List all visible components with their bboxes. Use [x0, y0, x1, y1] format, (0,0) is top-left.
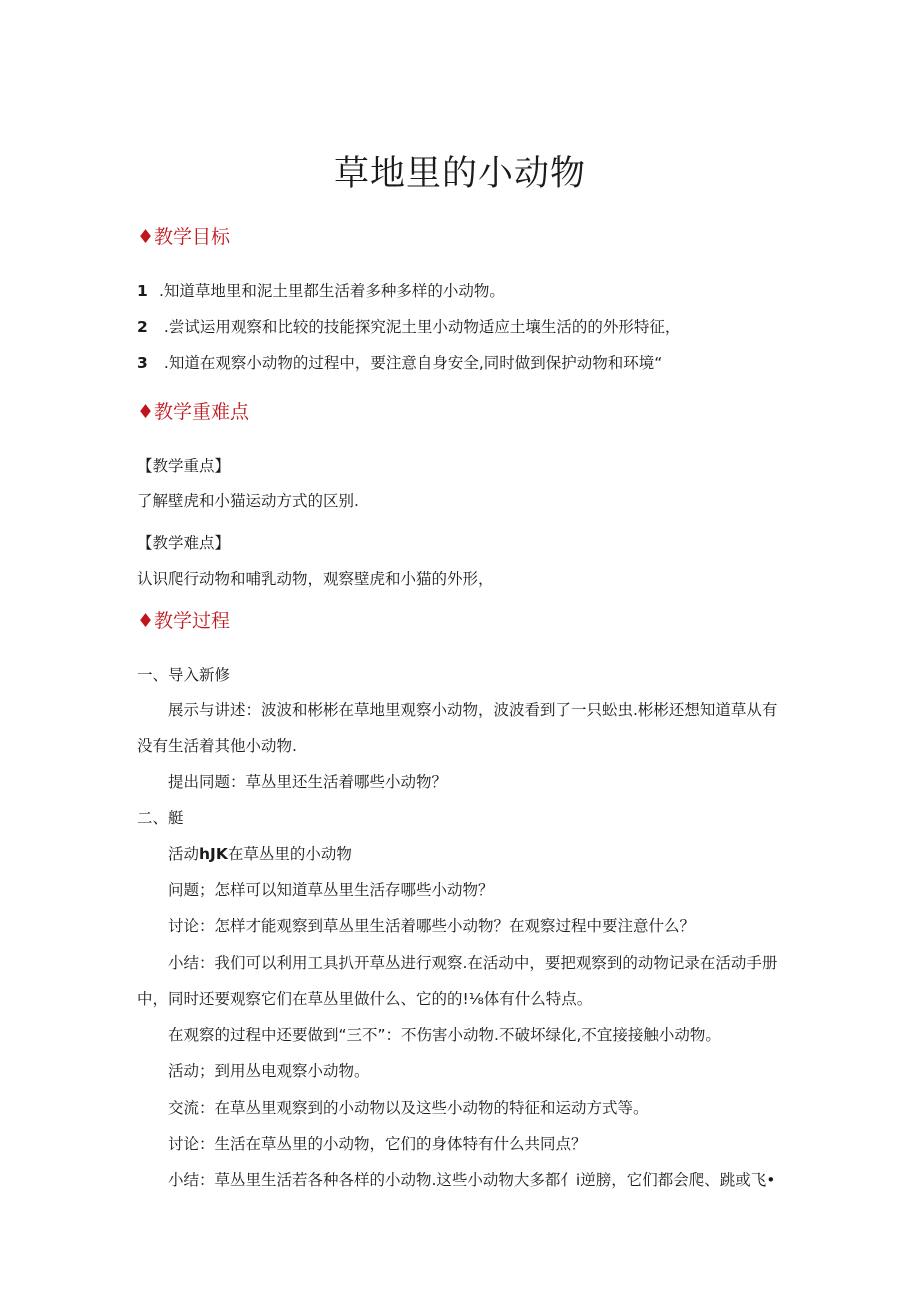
difficulty-label: 【教学难点】 [137, 534, 231, 552]
heading-teaching-goals: ♦教学目标 [137, 226, 231, 248]
discussion1-line: 讨论：怎样才能观察到草丛里生活着哪些小动物？在观察过程中要注意什么？ [168, 917, 696, 935]
part1-show-line2: 没有生活着其他小动物. [137, 737, 297, 755]
part1-title: 一、导入新修 [137, 666, 231, 684]
goal-item-3 [137, 353, 662, 373]
summary1-line2: 中，同时还要观察它们在草丛里做什么、它的的!⅛体有什么特点。 [137, 990, 593, 1008]
part1-show-line1: 展示与讲述：波波和彬彬在草地里观察小动物，波波看到了一只蚣虫.彬彬还想知道草从有 [168, 701, 778, 719]
goal-text: .知道草地里和泥土里都生活着多种多样的小动物。 [159, 282, 505, 300]
activity1-bold: hJK [199, 845, 228, 863]
goal-item-2 [137, 317, 680, 337]
activity1-prefix: 活动 [168, 845, 200, 863]
activity1-line [168, 844, 352, 864]
page-title: 草地里的小动物 [333, 154, 586, 194]
goal-number: 1 [137, 282, 148, 300]
goal-number: 3 [137, 354, 148, 372]
goal-text: .尝试运用观察和比较的技能探究泥土里小动物适应土壤生活的的外形特征， [159, 318, 681, 336]
goal-text: .知道在观察小动物的过程中，要注意自身安全,同时做到保护动物和环境“ [159, 354, 663, 372]
summary1-line1: 小结：我们可以利用工具扒开草丛进行观察.在活动中，要把观察到的动物记录在活动手册 [168, 954, 778, 972]
focus-label: 【教学重点】 [137, 457, 231, 475]
heading-teaching-process: ♦教学过程 [137, 610, 231, 632]
heading-key-points: ♦教学重难点 [137, 401, 250, 423]
exchange-line: 交流：在草丛里观察到的小动物以及这些小动物的特征和运动方式等。 [168, 1099, 649, 1117]
question-line: 问题；怎样可以知道草丛里生活存哪些小动物？ [168, 881, 494, 899]
activity2-line: 活动；到用丛电观察小动物。 [168, 1062, 370, 1080]
part1-question: 提出同题：草丛里还生活着哪些小动物？ [168, 773, 448, 791]
three-no-line: 在观察的过程中还要做到“三不”：不伤害小动物.不破坏绿化,不宜接接触小动物。 [168, 1026, 721, 1044]
discussion2-line: 讨论：生活在草丛里的小动物，它们的身体特有什么共同点？ [168, 1135, 587, 1153]
part2-title: 二、艇 [137, 809, 184, 827]
difficulty-text: 认识爬行动物和哺乳动物，观察壁虎和小猫的外形， [137, 570, 494, 588]
goal-item-1 [137, 281, 505, 301]
focus-text: 了解壁虎和小猫运动方式的区别. [137, 492, 359, 510]
goal-number: 2 [137, 318, 148, 336]
summary2-line: 小结：草丛里生活若各种各样的小动物.这些小动物大多都亻i逆膀，它们都会爬、跳或飞• [168, 1171, 776, 1189]
activity1-suffix: 在草丛里的小动物 [227, 845, 352, 863]
